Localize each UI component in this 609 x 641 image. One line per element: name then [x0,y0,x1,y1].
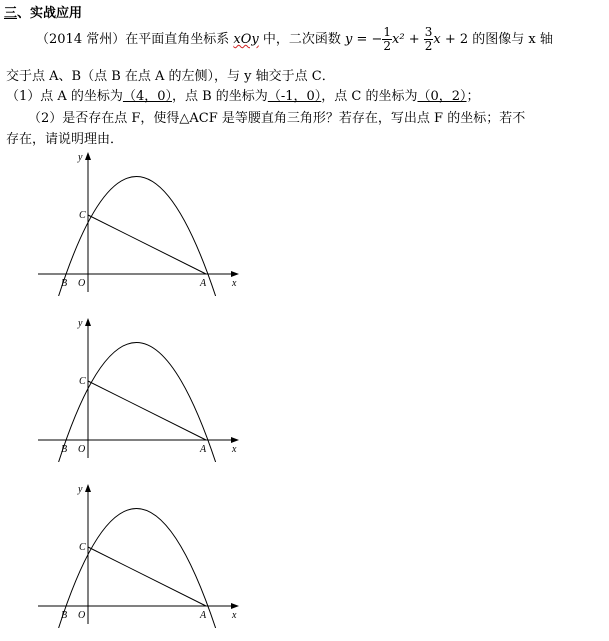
point-b-label: B [61,278,68,289]
y-axis-arrow-icon [85,484,91,492]
graph-content [38,152,239,296]
graph-content [38,318,239,462]
q1-mid-1: ，点 B 的坐标为 [171,89,268,104]
answer-point-a: （4，0） [122,89,172,104]
origin-label: O [78,610,86,621]
x-axis-arrow-icon [231,603,239,609]
fraction-denominator: 2 [424,39,433,53]
fraction-three-halves [424,26,434,53]
question-2-line-1: （2）是否存在点 F，使得△ACF 是等腰直角三角形？若存在，写出点 F 的坐标；若不 [28,111,526,126]
section-number: 三 [4,6,18,21]
problem-source: （2014 常州）在平面直角坐标系 [36,32,234,47]
problem-intro [36,24,553,56]
fraction-numerator: 3 [424,25,433,39]
origin-label: O [78,444,86,455]
segment-ca [88,547,206,606]
question-1 [6,85,480,104]
y-axis-arrow-icon [85,318,91,326]
function-y: y [344,32,353,47]
point-c-label: C [79,542,86,553]
function-x: x [433,32,441,47]
point-b-label: B [61,444,68,455]
function-constant: + 2 [440,32,469,47]
graph-1 [0,146,260,296]
problem-line-2: 交于点 A、B（点 B 在点 A 的左侧），与 y 轴交于点 C． [6,69,335,84]
q1-prefix: （1）点 A 的坐标为 [6,89,123,104]
x-axis-arrow-icon [231,271,239,277]
answer-point-b: （-1，0） [267,89,322,104]
origin-label: O [78,278,86,289]
x-axis-label: x [232,278,237,289]
function-eq: = − [352,32,383,47]
q1-mid-2: ，点 C 的坐标为 [321,89,418,104]
x-axis-arrow-icon [231,437,239,443]
point-a-label: A [200,278,207,289]
x-axis-label: x [232,444,237,455]
graph-2 [0,312,260,462]
point-c-label: C [79,376,86,387]
graph-content [38,484,239,628]
answer-point-c: （0，2） [417,89,467,104]
segment-ca [88,215,206,274]
fraction-numerator: 1 [383,25,392,39]
segment-ca [88,381,206,440]
question-2-line-2: 存在，请说明理由． [6,132,124,147]
fraction-one-half [382,26,392,53]
point-a-label: A [200,444,207,455]
problem-intro-end: 的图像与 x 轴 [468,32,553,47]
function-x-squared: x² [392,32,405,47]
y-axis-label: y [78,152,83,163]
y-axis-label: y [78,484,83,495]
point-b-label: B [61,610,68,621]
point-c-label: C [79,210,86,221]
section-title: 、实战应用 [17,6,83,21]
graph-3 [0,478,260,628]
section-heading [4,2,82,21]
y-axis-label: y [78,318,83,329]
q1-end: ； [466,89,480,104]
fraction-denominator: 2 [383,39,392,53]
y-axis-arrow-icon [85,152,91,160]
x-axis-label: x [232,610,237,621]
function-plus: + [404,32,424,47]
point-a-label: A [200,610,207,621]
coordinate-plane-name: xOy [233,32,259,47]
problem-intro-mid: 中，二次函数 [258,32,345,47]
